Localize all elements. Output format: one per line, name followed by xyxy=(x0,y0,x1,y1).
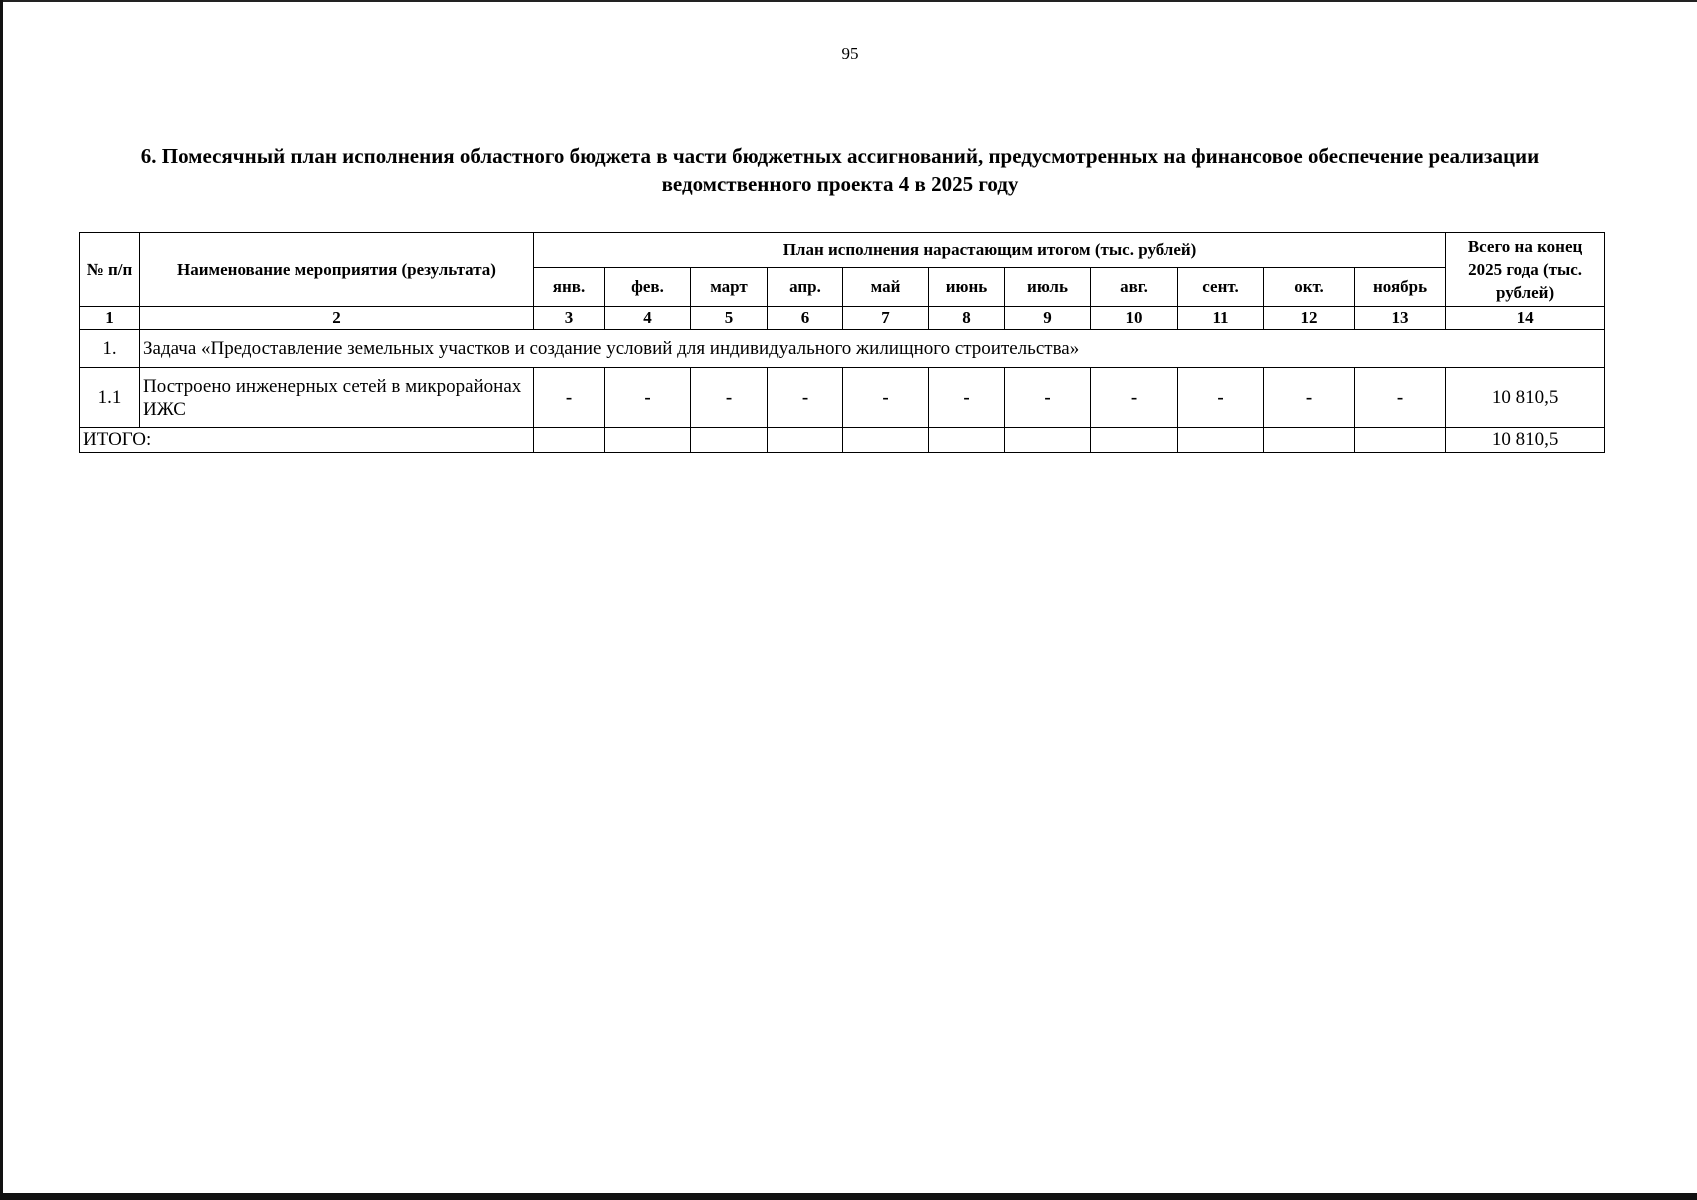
summary-empty-cell xyxy=(929,428,1005,453)
summary-empty-cell xyxy=(605,428,691,453)
summary-empty-cell xyxy=(768,428,843,453)
header-row-top xyxy=(80,233,1605,268)
summary-label: ИТОГО: xyxy=(80,428,534,453)
summary-row xyxy=(80,428,1605,453)
item-num: 1.1 xyxy=(80,368,140,428)
column-number: 5 xyxy=(691,307,768,330)
header-num: № п/п xyxy=(80,233,140,307)
column-number: 9 xyxy=(1005,307,1091,330)
column-number: 1 xyxy=(80,307,140,330)
summary-empty-cell xyxy=(534,428,605,453)
item-month-value: - xyxy=(1091,368,1178,428)
column-numbers-row xyxy=(80,307,1605,330)
header-month: янв. xyxy=(534,268,605,307)
page-number: 95 xyxy=(841,44,859,63)
column-number: 7 xyxy=(843,307,929,330)
column-number: 8 xyxy=(929,307,1005,330)
column-number: 13 xyxy=(1355,307,1446,330)
item-month-value: - xyxy=(843,368,929,428)
item-month-value: - xyxy=(1178,368,1264,428)
item-name: Построено инженерных сетей в микрорайонах ИЖС xyxy=(140,368,534,428)
document-title: 6. Помесячный план исполнения областного бюджета в части бюджетных ассигнований, предусмотренных на финансовое обеспечение реализации ведомственного проекта 4 в 2025 году xyxy=(140,144,1540,196)
header-month: март xyxy=(691,268,768,307)
header-month: окт. xyxy=(1264,268,1355,307)
summary-empty-cell xyxy=(691,428,768,453)
summary-empty-cell xyxy=(1264,428,1355,453)
header-month: июнь xyxy=(929,268,1005,307)
column-number: 11 xyxy=(1178,307,1264,330)
summary-empty-cell xyxy=(1355,428,1446,453)
header-month: сент. xyxy=(1178,268,1264,307)
budget-plan-table xyxy=(79,232,1605,453)
table-row xyxy=(80,368,1605,428)
column-number: 10 xyxy=(1091,307,1178,330)
item-month-value: - xyxy=(605,368,691,428)
column-number: 2 xyxy=(140,307,534,330)
summary-empty-cell xyxy=(1005,428,1091,453)
item-total: 10 810,5 xyxy=(1446,368,1605,428)
header-month: ноябрь xyxy=(1355,268,1446,307)
task-row xyxy=(80,330,1605,368)
header-month: авг. xyxy=(1091,268,1178,307)
header-name: Наименование мероприятия (результата) xyxy=(140,233,534,307)
task-num: 1. xyxy=(80,330,140,368)
scan-edge-top xyxy=(0,0,1697,2)
header-total: Всего на конец 2025 года (тыс. рублей) xyxy=(1446,233,1605,307)
header-plan: План исполнения нарастающим итогом (тыс. рублей) xyxy=(534,233,1446,268)
header-month: апр. xyxy=(768,268,843,307)
header-month: июль xyxy=(1005,268,1091,307)
item-month-value: - xyxy=(1264,368,1355,428)
item-month-value: - xyxy=(768,368,843,428)
item-month-value: - xyxy=(691,368,768,428)
column-number: 12 xyxy=(1264,307,1355,330)
scan-edge-bottom xyxy=(0,1193,1697,1200)
summary-empty-cell xyxy=(1178,428,1264,453)
column-number: 4 xyxy=(605,307,691,330)
item-month-value: - xyxy=(1005,368,1091,428)
scan-edge-left xyxy=(0,0,3,1200)
header-month: фев. xyxy=(605,268,691,307)
item-month-value: - xyxy=(1355,368,1446,428)
item-month-value: - xyxy=(929,368,1005,428)
summary-total: 10 810,5 xyxy=(1446,428,1605,453)
column-number: 14 xyxy=(1446,307,1605,330)
header-month: май xyxy=(843,268,929,307)
summary-empty-cell xyxy=(1091,428,1178,453)
column-number: 6 xyxy=(768,307,843,330)
task-text: Задача «Предоставление земельных участков и создание условий для индивидуального жилищного строительства» xyxy=(140,330,1605,368)
summary-empty-cell xyxy=(843,428,929,453)
column-number: 3 xyxy=(534,307,605,330)
item-month-value: - xyxy=(534,368,605,428)
